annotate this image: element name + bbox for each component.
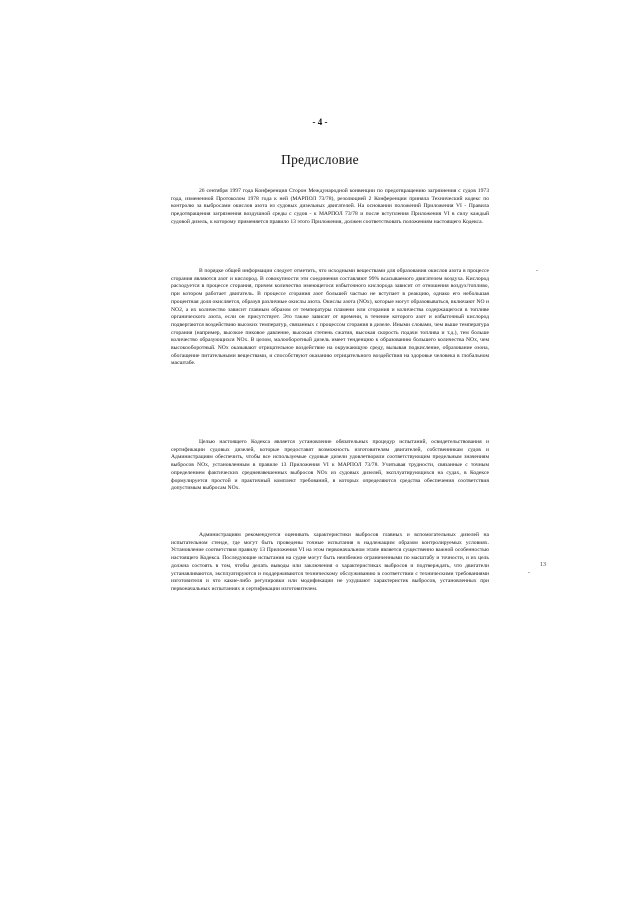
paragraph-purpose: Целью настоящего Кодекса является установление обязательных процедур испытаний, освидетельствования и сертификации судовых дизелей, которые предоставят возможность изготовителям двигателей, собственникам судов и Администрациям обеспечить, чтобы все используемые судовые дизели удовлетворяли соответствующим предельным значениям выбросов NOx, установленным в правиле 13 Приложения VI к МАРПОЛ 73/78. Учитывая трудности, связанные с точным определением фактических средневзвешенных выбросов NOx из судовых дизелей, эксплуатирующихся на судах, в Кодексе формулируется простой и практичный комплект требований, в которых определяются средства обеспечения соответствия допустимым выбросам NOx. <box>171 439 489 492</box>
paragraph-general-info: В порядке общей информации следует отметить, что исходными веществами для образования окислов азота в процессе сгорания являются азот и кислород. В совокупности эти соединения составляют 99% всасываемого двигателем воздуха. Кислород расходуется в процессе сгорания, причем количество имеющегося избыточного кислорода зависит от отношения воздух/топливо, при котором работает двигатель. В процессе сгорания азот большей частью не вступает в реакцию, однако его небольшая процентная доля окисляется, образуя различные окислы азота. Окислы азота (NOx), которые могут образовываться, включают NO и NO2, а их количество зависит главным образом от температуры пламени или сгорания и количества содержащегося в топливе органического азота, если он присутствует. Это также зависит от времени, в течение которого азот и избыточный кислород подвергаются воздействию высоких температур, связанных с процессом сгорания в дизеле. Иными словами, чем выше температура сгорания (например, высокое пиковое давление, высокая степень сжатия, высокая скорость подачи топлива и т.д.), тем больше количество образующихся NOx. В целом, малооборотный дизель имеет тенденцию к образованию большего количества NOx, чем высокооборотный. NOx оказывают отрицательное воздействие на окружающую среду, вызывая подкисление, образование озона, обогащение питательными веществами, и способствуют оказанию отрицательного воздействия на здоровье человека в глобальном масштабе. <box>171 268 489 367</box>
page-title: Предисловие <box>281 152 359 167</box>
page-number: - 4 - <box>312 117 328 127</box>
margin-mark: - <box>536 268 538 274</box>
margin-mark: 13 <box>540 562 546 568</box>
paragraph-recommendation: Администрациям рекомендуется оценивать характеристики выбросов главных и вспомогательных дизелей на испытательном стенде, где могут быть проведены точные испытания в надлежащим образом контролируемых условиях. Установление соответствия правилу 13 Приложения VI на этом первоначальном этапе является существенно важной особенностью настоящего Кодекса. Последующие испытания на судне могут быть неизбежно ограниченными по масштабу и точности, и их цель должна состоять в том, чтобы делать выводы или заключения о характеристиках выбросов и подтверждать, что двигатели устанавливаются, эксплуатируются и поддерживаются техническому обслуживанию в соответствии с техническими требованиями изготовителя и что какие-либо регулировки или модификации не ухудшают характеристик выбросов, установленных при первоначальных испытаниях и сертификации изготовителем. <box>171 532 489 592</box>
margin-mark: - <box>528 570 530 576</box>
paragraph-intro: 26 сентября 1997 года Конференция Сторон Международной конвенции по предотвращению загрязнения с судов 1973 года, измененной Протоколом 1978 года к ней (МАРПОЛ 73/78), резолюцией 2 Конференции приняла Технический кодекс по контролю за выбросами окислов азота из судовых дизельных двигателей. На основании положений Приложения VI - Правила предотвращения загрязнения воздушной среды с судов - к МАРПОЛ 73/78 и после вступления Приложения VI в силу каждый судовой дизель, к которому применяется правило 13 этого Приложения, должен соответствовать положениям настоящего Кодекса. <box>171 188 489 225</box>
